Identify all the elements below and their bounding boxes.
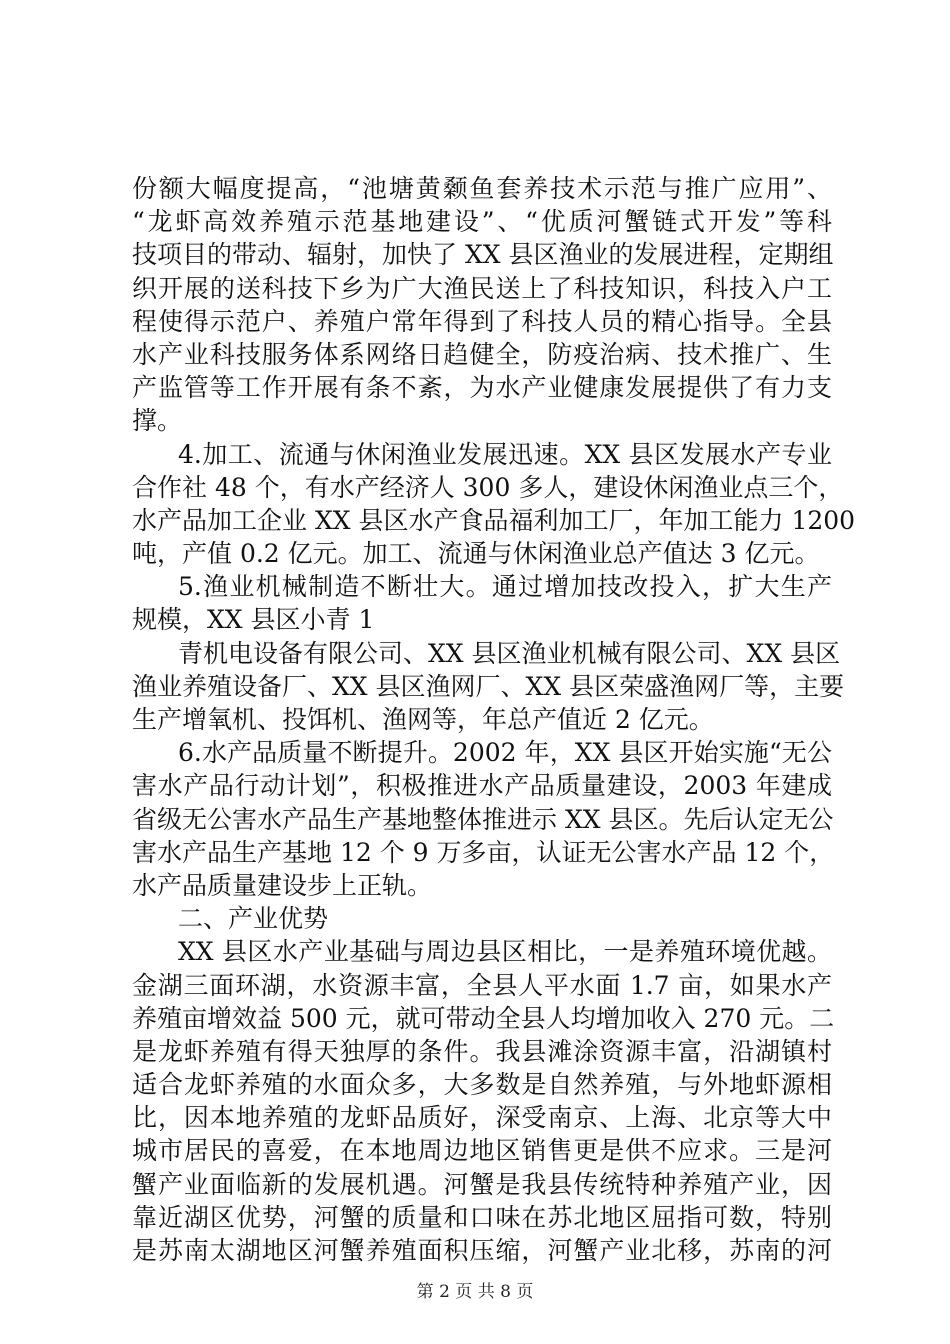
text-line: 是龙虾养殖有得天独厚的条件。我县滩涂资源丰富，沿湖镇村 xyxy=(132,1036,832,1066)
text-line: 是苏南太湖地区河蟹养殖面积压缩，河蟹产业北移，苏南的河 xyxy=(132,1236,832,1265)
text-line: 技项目的带动、辐射，加快了 XX 县区渔业的发展进程，定期组 xyxy=(132,240,834,270)
text-line: 6.水产品质量不断提升。2002 年，XX 县区开始实施“无公 xyxy=(178,738,832,768)
text-line: 二、产业优势 xyxy=(178,904,329,934)
text-line: 害水产品行动计划”，积极推进水产品质量建设，2003 年建成 xyxy=(132,771,832,801)
text-line: 规模，XX 县区小青 1 xyxy=(132,605,375,635)
text-line: 生产增氧机、投饵机、渔网等，年总产值近 2 亿元。 xyxy=(132,705,714,734)
text-line: 水产品加工企业 XX 县区水产食品福利加工厂，年加工能力 1200 xyxy=(132,505,856,535)
text-line: 合作社 48 个，有水产经济人 300 多人，建设休闲渔业点三个， xyxy=(132,472,844,502)
text-line: 养殖亩增效益 500 元，就可带动全县人均增加收入 270 元。二 xyxy=(132,1003,835,1033)
text-line: 织开展的送科技下乡为广大渔民送上了科技知识，科技入户工 xyxy=(132,273,832,303)
text-line: 青机电设备有限公司、XX 县区渔业机械有限公司、XX 县区 xyxy=(178,638,841,668)
text-line: 金湖三面环湖，水资源丰富，全县人平水面 1.7 亩，如果水产 xyxy=(132,970,832,1000)
text-line: 水产品质量建设步上正轨。 xyxy=(132,870,433,900)
document-body xyxy=(132,172,856,1267)
text-line: 吨，产值 0.2 亿元。加工、流通与休闲渔业总产值达 3 亿元。 xyxy=(132,539,820,569)
text-line: 比，因本地养殖的龙虾品质好，深受南京、上海、北京等大中 xyxy=(132,1103,832,1133)
text-line: 城市居民的喜爱，在本地周边地区销售更是供不应求。三是河 xyxy=(132,1136,832,1166)
text-line: 省级无公害水产品生产基地整体推进示 XX 县区。先后认定无公 xyxy=(132,804,834,834)
text-line: 产监管等工作开展有条不紊，为水产业健康发展提供了有力支 xyxy=(132,373,832,403)
text-line: 撑。 xyxy=(132,406,183,436)
text-line: 靠近湖区优势，河蟹的质量和口味在苏北地区屈指可数，特别 xyxy=(132,1202,832,1232)
text-line: 程使得示范户、养殖户常年得到了科技人员的精心指导。全县 xyxy=(132,306,832,336)
text-line: 份额大幅度提高，“池塘黄颡鱼套养技术示范与推广应用”、 xyxy=(132,174,832,203)
page-footer: 第 2 页 共 8 页 xyxy=(416,1282,534,1302)
text-line: 4.加工、流通与休闲渔业发展迅速。XX 县区发展水产专业 xyxy=(178,439,832,469)
text-line: 适合龙虾养殖的水面众多，大多数是自然养殖，与外地虾源相 xyxy=(132,1070,832,1100)
text-line: 渔业养殖设备厂、XX 县区渔网厂、XX 县区荣盛渔网厂等，主要 xyxy=(132,671,845,701)
text-line: 蟹产业面临新的发展机遇。河蟹是我县传统特种养殖产业，因 xyxy=(132,1169,832,1199)
text-line: “龙虾高效养殖示范基地建设”、“优质河蟹链式开发”等科 xyxy=(132,207,832,237)
text-line: 害水产品生产基地 12 个 9 万多亩，认证无公害水产品 12 个， xyxy=(132,837,835,867)
text-line: 5.渔业机械制造不断壮大。通过增加技改投入，扩大生产 xyxy=(178,572,832,602)
text-line: 水产业科技服务体系网络日趋健全，防疫治病、技术推广、生 xyxy=(132,339,832,369)
text-line: XX 县区水产业基础与周边县区相比，一是养殖环境优越。 xyxy=(178,937,832,967)
